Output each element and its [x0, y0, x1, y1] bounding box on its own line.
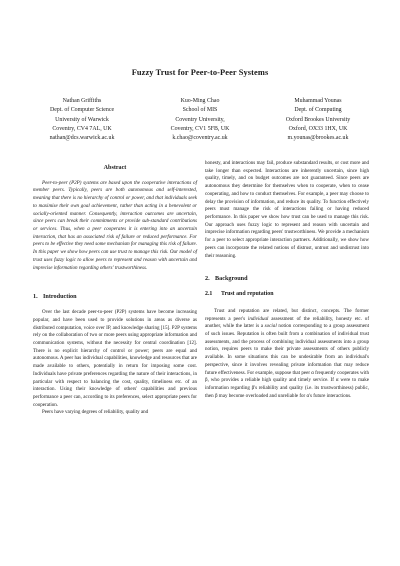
author-dept: Dept. of Computing: [294, 107, 342, 114]
author-block: [26, 97, 374, 143]
author-org: Coventry University,: [175, 116, 225, 123]
author-name: Muhammad Younas: [294, 98, 342, 104]
section-title: Background: [215, 275, 248, 283]
section-heading-introduction: [33, 293, 197, 301]
section-number: 1.: [33, 293, 38, 301]
author-1: [26, 97, 138, 143]
section-title: Introduction: [43, 293, 77, 301]
author-email[interactable]: nathan@dcs.warwick.ac.uk: [49, 135, 115, 142]
body-paragraph: honesty, and interactions may fail, produce substandard results, or cost more and take longer than expected. Interactions are inherently uncertain, since high quality, timely, and on budget outcomes are not guaranteed. Since peers are autonomous they determine for themselves when to cooperate, when to cease cooperating, and how to conduct themselves. For example, a peer may choose to delay the provision of information, and reduce its quality. To function effectively peers must manage the risk of interactions failing or having reduced performance. In this paper we show how trust can be used to manage this risk. Our approach uses fuzzy logic to represent and reason with uncertain and imprecise information regarding peers' trustworthiness. We provide a mechanism for a peer to select appropriate interaction partners. Additionally, we show how peers can incorporate the related notions of distrust, untrust and undistrust into their reasoning.: [205, 160, 369, 259]
intro-paragraph-2: Peers have varying degrees of reliability, quality and: [42, 409, 149, 416]
author-address: Oxford, OX33 1HX, UK: [288, 125, 348, 132]
abstract-body: [33, 180, 197, 273]
author-address: Coventry, CV1 5FB, UK: [170, 125, 230, 132]
author-name: Kuo-Ming Chao: [180, 98, 220, 104]
emphasis-text: individual: [247, 315, 269, 322]
background-paragraph-1: [205, 308, 369, 401]
paper-title: Fuzzy Trust for Peer-to-Peer Systems: [131, 68, 269, 77]
section-heading-background: [205, 275, 369, 283]
author-org: Oxford Brookes University: [285, 116, 351, 123]
subsection-number: 2.1: [205, 291, 213, 298]
author-dept: School of MIS: [182, 107, 218, 114]
subsection-title: Trust and reputation: [221, 291, 274, 298]
intro-paragraph-1: Over the last decade peer-to-peer (P2P) systems have become increasing popular, and have been used to provide solutions in areas as diverse as distributed computation, voice over IP, and knowledge sharing [15]. P2P systems rely on the collaboration of two or more peers using appropriate information and communication systems, without the necessity for central coordination [12]. There is no explicit hierarchy of control or power; peers are equal and autonomous. A peer has individual capabilities, knowledge and resources that are made available to others, potentially in return for imposing some cost. Individuals have private preferences regarding the nature of their interactions, in particular with respect to balancing the cost, quality, timeliness etc. of an interaction. Using their knowledge of others' capabilities and previous performance a peer can, according to its preferences, select appropriate peers for cooperation.: [33, 309, 197, 408]
section-number: 2.: [205, 275, 210, 283]
emphasis-text: social: [264, 323, 277, 330]
abstract-text: Peer-to-peer (P2P) systems are based upon the cooperative interactions of member peers. Typically, peers are both autonomous and self-interested, meaning that there is no hierarchy of control or power, and that individuals seek to maximise their own goal achievement, rather than acting in a benevolent or socially-oriented manner. Consequently, interaction outcomes are uncertain, since peers can break their commitments or provide sub-standard contributions or services. Thus, when a peer cooperates it is entering into an uncertain interaction, that has an associated risk of failure or reduced performance. For peers to be effective they need some mechanism for managing this risk of failure. In this paper we show how peers can use trust to manage this risk. Our model of trust uses fuzzy logic to allow peers to represent and reason with uncertain and imprecise information regarding others' trustworthiness.: [33, 179, 197, 271]
author-3: [262, 97, 374, 143]
left-column: [33, 165, 197, 417]
author-name: Nathan Griffiths: [62, 98, 102, 104]
abstract-heading: Abstract: [103, 165, 127, 171]
author-2: [144, 97, 256, 143]
subsection-heading-trust-reputation: [205, 291, 369, 299]
author-email[interactable]: m.younas@brookes.ac.uk: [287, 135, 349, 142]
right-column: [205, 160, 369, 400]
author-address: Coventry, CV4 7AL, UK: [52, 125, 112, 132]
text-run: notion corresponding to a group assessment of such issues. Reputation is often built from a combination of individual trust assessments, and the process of combining individual assessments into a group notion, requires peers to make their private assessments of others publicly available. In some situations this can be undesirable from an individual's perspective, since it involves revealing private information that may reduce future effectiveness. For example, suppose that peer α frequently cooperates with β, who provides a reliable high quality and timely service. If α were to make information regarding β's reliability and quality (i.e. its trustworthiness) public, then β may become overloaded and unreliable for α's future interactions.: [205, 323, 369, 399]
text-run: Trust and reputation are related, but distinct, concepts. The former represents a peer's: [205, 307, 369, 322]
author-email[interactable]: k.chao@coventry.ac.uk: [172, 135, 228, 142]
author-dept: Dept. of Computer Science: [49, 107, 115, 114]
text-run: assessment of the reliability, honesty etc. of another, while the latter is a: [205, 315, 369, 330]
author-org: University of Warwick: [55, 116, 109, 123]
